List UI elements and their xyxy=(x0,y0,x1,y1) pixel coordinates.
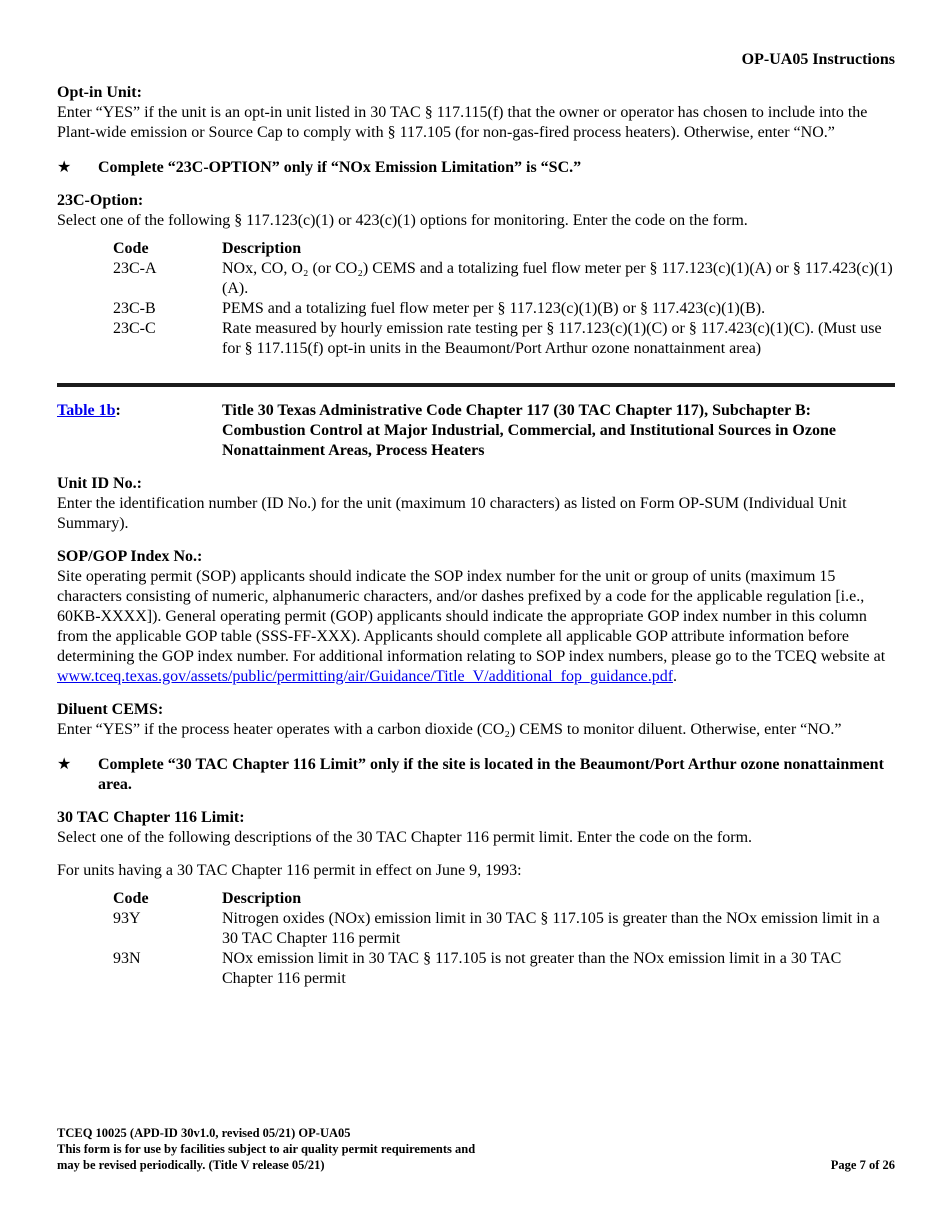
code-column-header: Code xyxy=(113,890,149,907)
code-table-116 xyxy=(57,889,895,989)
table-1b-caption xyxy=(57,401,895,461)
option-23c-body: Select one of the following § 117.123(c)(1) or 423(c)(1) options for monitoring. Enter the code on the form. xyxy=(57,212,748,229)
page-header-title: OP-UA05 Instructions xyxy=(741,51,895,68)
code-cell: 93Y xyxy=(113,910,141,927)
description-cell: NOx emission limit in 30 TAC § 117.105 is not greater than the NOx emission limit in a 30 TAC Chapter 116 permit xyxy=(222,950,842,987)
table-1b-colon: : xyxy=(115,402,121,419)
section-divider xyxy=(57,383,895,387)
star-icon: ★ xyxy=(57,159,72,176)
code-cell: 23C-B xyxy=(113,300,156,317)
description-cell: Nitrogen oxides (NOx) emission limit in 30 TAC § 117.105 is greater than the NOx emission limit in a 30 TAC Chapter 116 permit xyxy=(222,910,880,947)
description-cell: PEMS and a totalizing fuel flow meter per § 117.123(c)(1)(B) or § 117.423(c)(1)(B). xyxy=(222,300,766,317)
note-116-limit xyxy=(57,755,895,795)
note-116-text: Complete “30 TAC Chapter 116 Limit” only if the site is located in the Beaumont/Port Arthur ozone nonattainment area. xyxy=(98,756,884,793)
table-1b-link[interactable]: Table 1b xyxy=(57,402,116,419)
footer-form-id: TCEQ 10025 (APD-ID 30v1.0, revised 05/21) OP-UA05 xyxy=(57,1126,351,1140)
description-column-header: Description xyxy=(222,890,302,907)
note-23c-text: Complete “23C-OPTION” only if “NOx Emission Limitation” is “SC.” xyxy=(98,159,582,176)
table-row xyxy=(113,949,895,989)
table-row xyxy=(113,259,895,299)
table-row xyxy=(113,319,895,359)
code-column-header: Code xyxy=(113,240,149,257)
diluent-cems-body: Enter “YES” if the process heater operates with a carbon dioxide (CO₂) CEMS to monitor diluent. Otherwise, enter “NO.” xyxy=(57,721,842,738)
unit-id-heading: Unit ID No.: xyxy=(57,475,142,492)
limit-116-heading: 30 TAC Chapter 116 Limit: xyxy=(57,809,245,826)
unit-id-body: Enter the identification number (ID No.) for the unit (maximum 10 characters) as listed on Form OP-SUM (Individual Unit Summary). xyxy=(57,495,847,532)
guidance-pdf-link[interactable]: www.tceq.texas.gov/assets/public/permitting/air/Guidance/Title_V/additional_fop_guidance.pdf xyxy=(57,668,674,685)
table-1b-title: Title 30 Texas Administrative Code Chapter 117 (30 TAC Chapter 117), Subchapter B: Combustion Control at Major Industrial, Commercial, and Institutional Sources in Ozone Nonattainment Areas, Process Heaters xyxy=(222,402,836,459)
limit-116-intro: For units having a 30 TAC Chapter 116 permit in effect on June 9, 1993: xyxy=(57,862,522,879)
description-cell: NOx, CO, O₂ (or CO₂) CEMS and a totalizing fuel flow meter per § 117.123(c)(1)(A) or § 117.423(c)(1)(A). xyxy=(222,260,893,297)
footer-revision-line: may be revised periodically. (Title V release 05/21) xyxy=(57,1158,325,1172)
code-cell: 23C-A xyxy=(113,260,157,277)
code-table-23c xyxy=(57,239,895,359)
optin-unit-body: Enter “YES” if the unit is an opt-in unit listed in 30 TAC § 117.115(f) that the owner or operator has chosen to include into the Plant-wide emission or Source Cap to comply with § 117.105 (for non-gas-fired process heaters). Otherwise, enter “NO.” xyxy=(57,104,868,141)
sop-gop-text: Site operating permit (SOP) applicants should indicate the SOP index number for the unit or group of units (maximum 15 characters consisting of numeric, alphanumeric characters, and/or dashes prefixed by a code for the applicable regulation [i.e., 60KB-XXXX]). General operating permit (GOP) applicants should indicate the appropriate GOP index number in this column from the applicable GOP table (SSS-FF-XXX). Applicants should complete all applicable GOP attribute information before determining the GOP index number. For additional information relating to SOP index numbers, please go to the TCEQ website at xyxy=(57,568,886,665)
optin-unit-heading: Opt-in Unit: xyxy=(57,84,142,101)
sop-gop-heading: SOP/GOP Index No.: xyxy=(57,548,203,565)
footer-usage-line: This form is for use by facilities subject to air quality permit requirements and xyxy=(57,1142,476,1156)
table-row xyxy=(113,909,895,949)
footer-left xyxy=(57,1125,475,1173)
sop-gop-body xyxy=(57,567,895,687)
description-cell: Rate measured by hourly emission rate testing per § 117.123(c)(1)(C) or § 117.423(c)(1)(C). (Must use for § 117.115(f) opt-in units in the Beaumont/Port Arthur ozone nonattainment area) xyxy=(222,320,882,357)
code-cell: 23C-C xyxy=(113,320,156,337)
note-23c-option xyxy=(57,158,895,178)
option-23c-heading: 23C-Option: xyxy=(57,192,144,209)
diluent-cems-heading: Diluent CEMS: xyxy=(57,701,164,718)
star-icon: ★ xyxy=(57,756,72,773)
page-number: Page 7 of 26 xyxy=(830,1158,895,1172)
table-row xyxy=(113,299,895,319)
table-header-row xyxy=(113,889,895,909)
code-cell: 93N xyxy=(113,950,141,967)
sop-gop-period: . xyxy=(673,668,678,685)
description-column-header: Description xyxy=(222,240,302,257)
page-footer xyxy=(57,1125,895,1173)
table-1b-label xyxy=(57,401,222,461)
table-header-row xyxy=(113,239,895,259)
limit-116-body: Select one of the following descriptions of the 30 TAC Chapter 116 permit limit. Enter the code on the form. xyxy=(57,829,753,846)
